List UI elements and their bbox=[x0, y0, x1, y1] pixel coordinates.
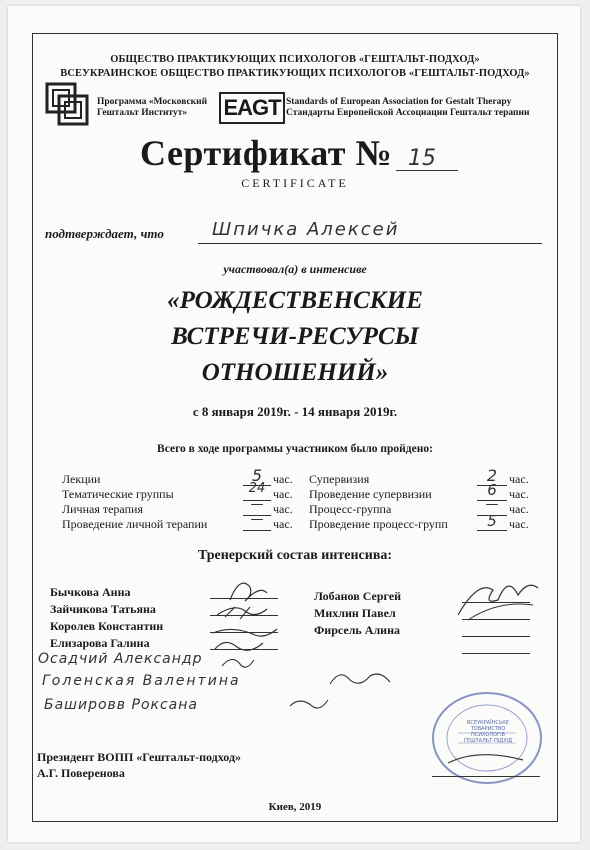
eagt-logo: EAGT bbox=[219, 92, 285, 124]
hours-value-process-group: — bbox=[485, 497, 499, 512]
president-signature-line bbox=[432, 776, 540, 777]
handwritten-trainer: Голенская Валентина bbox=[42, 673, 241, 689]
event-dates: с 8 января 2019г. - 14 января 2019г. bbox=[192, 404, 398, 419]
hours-label-supervision: Супервизия bbox=[309, 472, 370, 486]
hours-value-personal-therapy: — bbox=[250, 497, 264, 512]
trainer-name: Королев Константин bbox=[50, 619, 164, 633]
gestalt-logo-icon bbox=[45, 82, 91, 128]
trainer-name: Фирсель Алина bbox=[314, 623, 400, 637]
trainer-signatures-icon bbox=[205, 565, 295, 660]
hours-label-process-group: Процесс-группа bbox=[309, 502, 392, 516]
hours-unit: час. bbox=[273, 517, 293, 531]
name-underline bbox=[198, 243, 542, 244]
event-title-line-3: ОТНОШЕНИЙ» bbox=[201, 359, 389, 386]
trainer-name: Зайчикова Татьяна bbox=[50, 602, 156, 616]
hours-unit: час. bbox=[509, 502, 529, 516]
hours-unit: час. bbox=[509, 472, 529, 486]
hours-value-lectures: 5 bbox=[251, 466, 263, 485]
president-title: Президент ВОПП «Гештальт-подход» bbox=[37, 750, 242, 764]
president-name: А.Г. Поверенова bbox=[37, 766, 125, 780]
hours-unit: час. bbox=[509, 517, 529, 531]
hours-unit: час. bbox=[509, 487, 529, 501]
hours-line bbox=[243, 530, 271, 531]
hours-label-personal-therapy: Личная терапия bbox=[62, 502, 143, 516]
org-line-2: ВСЕУКРАИНСКОЕ ОБЩЕСТВО ПРАКТИКУЮЩИХ ПСИХОЛОГОВ «ГЕШТАЛЬТ-ПОДХОД» bbox=[60, 68, 530, 79]
signature-line bbox=[462, 636, 530, 637]
trainer-name: Лобанов Сергей bbox=[314, 589, 402, 603]
hours-label-thematic-groups: Тематические группы bbox=[62, 487, 174, 501]
hours-label-lectures: Лекции bbox=[62, 472, 101, 486]
standards-ru: Стандарты Европейской Ассоциации Гештальт терапии bbox=[286, 108, 530, 118]
hours-label-conducting-supervision: Проведение супервизии bbox=[309, 487, 432, 501]
hours-label-conducting-therapy: Проведение личной терапии bbox=[62, 517, 208, 531]
standards-en: Standards of European Association for Gestalt Therapy bbox=[286, 97, 512, 107]
hours-line bbox=[477, 530, 507, 531]
city-year: Киев, 2019 bbox=[268, 801, 322, 813]
hours-value-thematic-groups: 24 bbox=[248, 481, 266, 496]
hours-unit: час. bbox=[273, 502, 293, 516]
certificate-subtitle: CERTIFICATE bbox=[241, 176, 349, 190]
program-name bbox=[97, 97, 207, 119]
handwritten-signatures-icon bbox=[220, 648, 410, 718]
confirms-label: подтверждает, что bbox=[45, 226, 164, 241]
hours-heading: Всего в ходе программы участником было пройдено: bbox=[157, 443, 433, 455]
trainer-signatures-right-icon bbox=[448, 570, 543, 625]
trainer-name: Елизарова Галина bbox=[50, 636, 150, 650]
event-title-line-2: ВСТРЕЧИ-РЕСУРСЫ bbox=[171, 323, 419, 350]
program-line-1: Программа «Московский bbox=[97, 97, 208, 107]
standards-text bbox=[286, 97, 529, 119]
hours-unit: час. bbox=[273, 487, 293, 501]
program-line-2: Гештальт Институт» bbox=[97, 108, 188, 118]
event-title-line-1: «РОЖДЕСТВЕНСКИЕ bbox=[167, 287, 423, 314]
trainer-name: Михлин Павел bbox=[314, 606, 396, 620]
participated-label: участвовал(а) в интенсиве bbox=[223, 262, 367, 276]
trainer-name: Бычкова Анна bbox=[50, 585, 131, 599]
handwritten-trainer: Осадчий Александр bbox=[38, 651, 203, 667]
hours-value-supervision: 2 bbox=[486, 466, 498, 485]
hours-value-conducting-process-groups: 5 bbox=[487, 512, 497, 530]
hours-value-conducting-supervision: 6 bbox=[487, 481, 497, 499]
participant-name: Шпичка Алексей bbox=[212, 219, 400, 240]
trainers-heading: Тренерский состав интенсива: bbox=[197, 548, 393, 563]
certificate-number: 15 bbox=[408, 146, 436, 171]
hours-unit: час. bbox=[273, 472, 293, 486]
signature-line bbox=[462, 653, 530, 654]
handwritten-trainer: Башировв Роксана bbox=[44, 697, 198, 713]
org-line-1: ОБЩЕСТВО ПРАКТИКУЮЩИХ ПСИХОЛОГОВ «ГЕШТАЛЬТ-ПОДХОД» bbox=[110, 54, 480, 65]
stamp-text: ВСЕУКРАЇНСЬКЕ ТОВАРИСТВО ПСИХОЛОГІВ ГЕШТАЛЬТ-ПІДХІД bbox=[463, 720, 513, 744]
hours-value-conducting-therapy: — bbox=[250, 512, 264, 527]
hours-label-conducting-process-groups: Проведение процесс-групп bbox=[309, 517, 448, 531]
certificate-title: Сертификат № bbox=[140, 133, 393, 173]
